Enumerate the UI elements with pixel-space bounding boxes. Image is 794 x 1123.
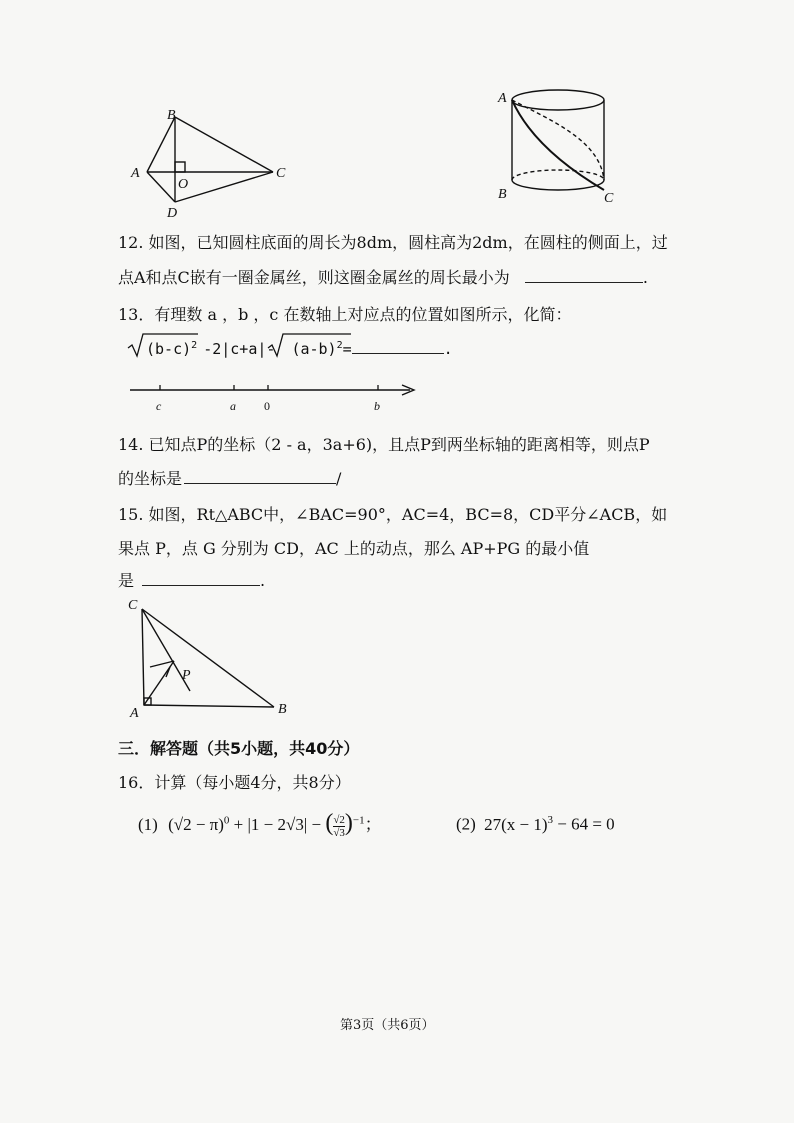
q15-line3	[118, 568, 265, 591]
q16-part2-term1: 27(x − 1)	[484, 814, 548, 834]
q16-part2-label: (2)	[456, 814, 476, 834]
q15-line3-end: .	[260, 571, 266, 590]
cyl-label-c: C	[604, 191, 614, 206]
q15-line2: 果点 P，点 G 分别为 CD，AC 上的动点，那么 AP+PG 的最小值	[118, 539, 590, 558]
q16-part2-exp: 3	[547, 814, 553, 826]
q15-line3-text: 是	[118, 571, 135, 590]
q14-line2	[118, 466, 341, 489]
q16-part1-exp0: 0	[223, 814, 230, 827]
q12-line1: 12. 如图，已知圆柱底面的周长为8dm，圆柱高为2dm，在圆柱的侧面上，过	[118, 233, 668, 252]
figure-cylinder	[490, 80, 630, 210]
q13-expr-ab: (a-b)	[291, 340, 337, 358]
q13-expr-bc: (b-c)	[146, 340, 192, 358]
q16-part1: (1) $(√2 - \pi)^0 + |1 - 2√3|$ − ( $\frac{√2}{√3}$ )$^{-1}$；	[138, 810, 382, 839]
figure-triangle	[122, 595, 302, 720]
q15-line1: 15. 如图，Rt△ABC中，∠BAC=90°，AC=4，BC=8，CD平分∠ACB，如	[118, 505, 668, 524]
q14-line2-end: /	[336, 469, 342, 488]
q16-title: 16．计算（每小题4分，共8分）	[118, 773, 351, 792]
q13-number-line	[126, 380, 426, 416]
q12-answer-blank[interactable]	[525, 268, 643, 283]
q16-part2-term2: − 64 = 0	[553, 814, 615, 834]
q16-part2	[456, 814, 615, 835]
tri-label-c: C	[128, 598, 138, 613]
kite-label-c: C	[276, 166, 286, 181]
section-heading: 三．解答题（共5小题，共40分）	[118, 739, 360, 758]
q16-part1-term1: (√2 − π)	[168, 815, 224, 834]
q13-end: .	[443, 340, 453, 358]
page-footer: 第3页（共6页）	[340, 1018, 435, 1033]
q13-line1: 13．有理数 a ，b ，c 在数轴上对应点的位置如图所示，化简：	[118, 305, 572, 324]
q16-part1-frac-den: √3	[333, 826, 345, 839]
q15-answer-blank[interactable]	[142, 571, 260, 586]
tri-label-b: B	[278, 702, 287, 717]
q12-line2	[118, 265, 648, 288]
kite-label-a: A	[131, 166, 140, 181]
kite-label-d: D	[167, 206, 178, 220]
q16-part1-term2: + |1 − 2√3| −	[229, 815, 326, 834]
q13-eq: =	[342, 340, 352, 358]
tri-label-a: A	[130, 706, 139, 720]
q14-line1: 14. 已知点P的坐标（2 - a，3a+6)，且点P到两坐标轴的距离相等，则点P	[118, 435, 650, 454]
kite-label-o: O	[178, 177, 189, 192]
tri-label-p: P	[182, 668, 191, 683]
q14-answer-blank[interactable]	[184, 469, 336, 484]
q13-answer-blank[interactable]	[352, 343, 444, 354]
axis-label-a: a	[230, 399, 236, 413]
axis-label-c: c	[156, 399, 162, 413]
axis-label-b: b	[374, 399, 380, 413]
kite-label-b: B	[167, 108, 176, 123]
q12-line2-text: 点A和点C嵌有一圈金属丝，则这圈金属丝的周长最小为	[118, 268, 510, 287]
q16-part1-frac-num: √2	[333, 813, 345, 826]
figure-kite	[125, 105, 295, 220]
cyl-label-b: B	[498, 187, 507, 202]
q13-expr-line	[146, 340, 453, 358]
q13-expr-mid: -2|c+a|-	[203, 340, 276, 358]
q12-line2-end: .	[642, 268, 648, 287]
cyl-label-a: A	[498, 91, 507, 106]
q14-line2-text: 的坐标是	[118, 469, 183, 488]
q13-exp-2: 2	[336, 340, 343, 351]
q16-part1-label: (1)	[138, 815, 158, 834]
q13-exp-1: 2	[191, 340, 198, 351]
q16-part1-end: ；	[364, 815, 382, 834]
axis-label-zero: 0	[264, 399, 270, 413]
q16-part1-exp: −1	[352, 814, 365, 827]
